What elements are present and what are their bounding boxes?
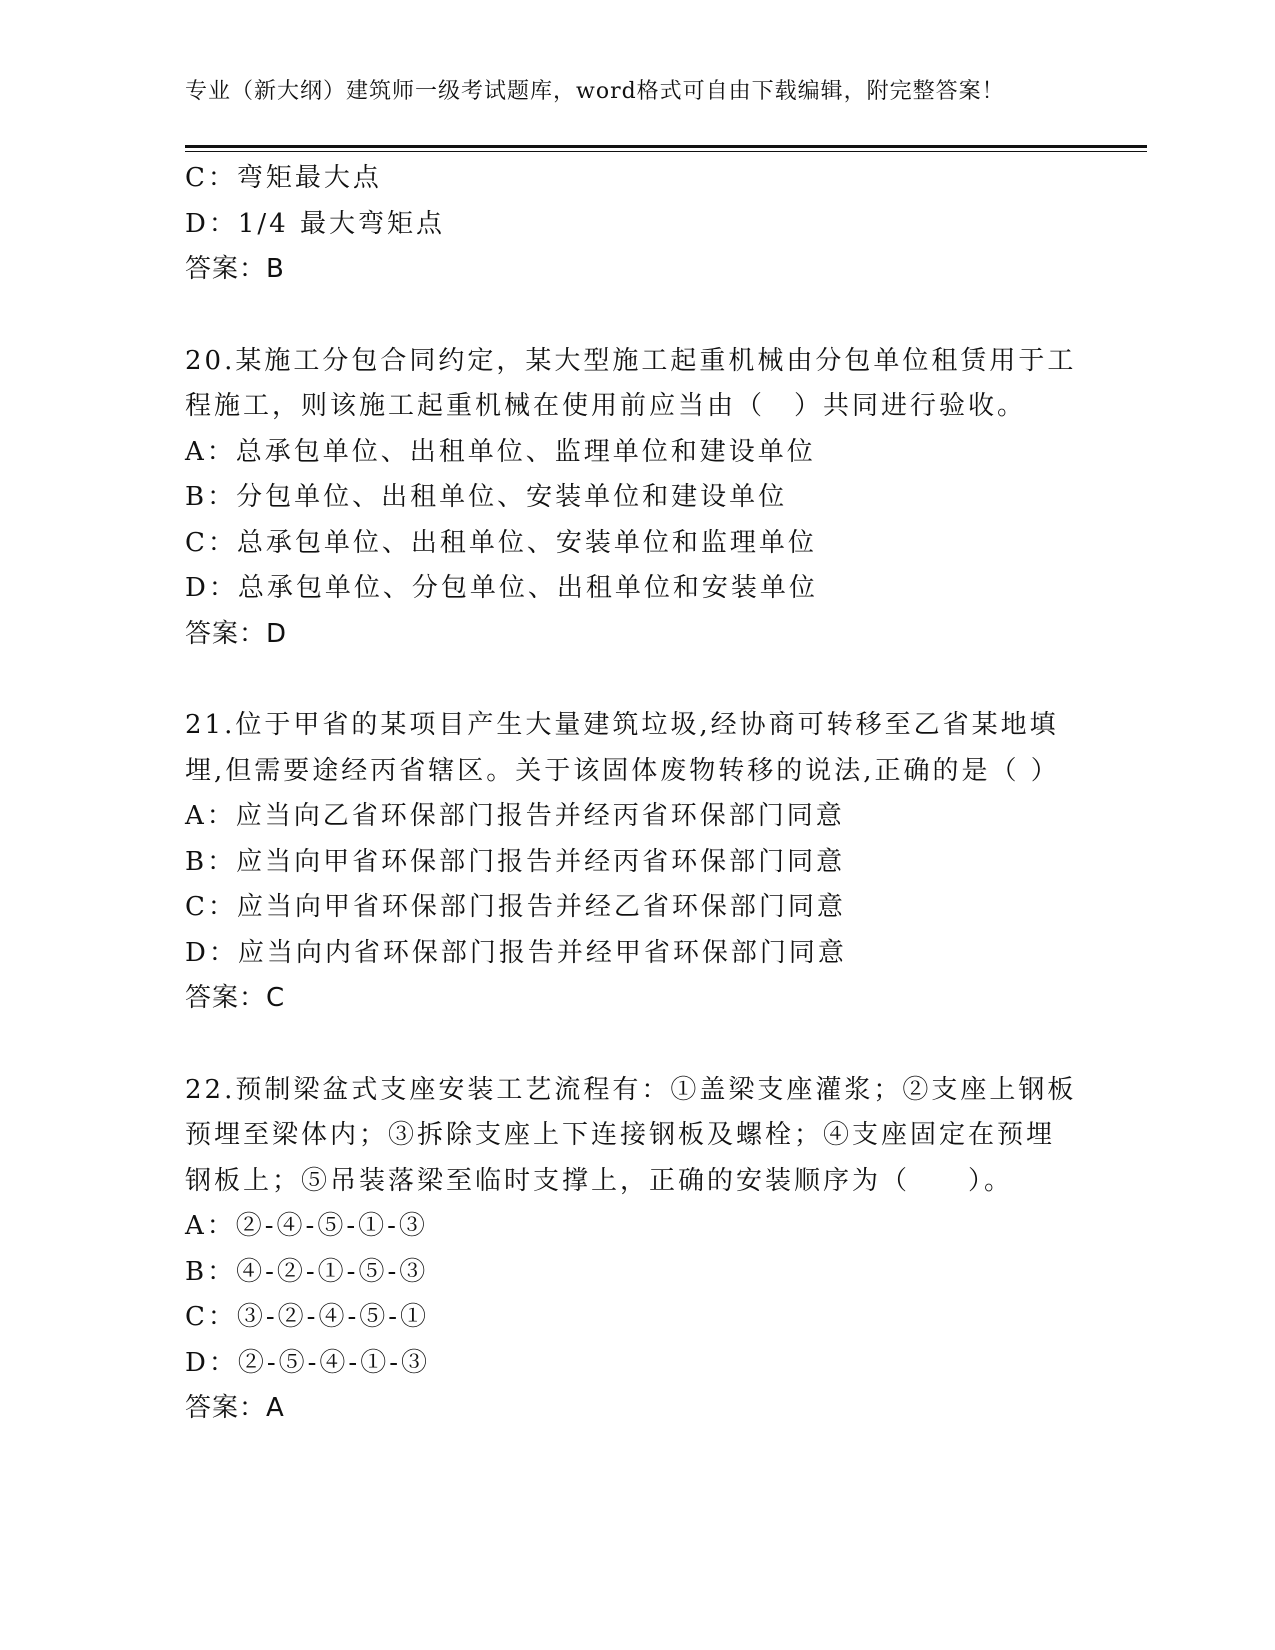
option-a: A：总承包单位、出租单位、监理单位和建设单位 (185, 436, 816, 467)
question-stem: 预埋至梁体内；③拆除支座上下连接钢板及螺栓；④支座固定在预埋 (185, 1120, 1056, 1150)
option-d: D：1/4 最大弯矩点 (185, 208, 445, 239)
option-b: B：分包单位、出租单位、安装单位和建设单位 (185, 482, 788, 512)
option-b: B：④-②-①-⑤-③ (185, 1256, 429, 1287)
question-22 (185, 1068, 1085, 1432)
option-c: C：应当向甲省环保部门报告并经乙省环保部门同意 (185, 892, 846, 922)
option-d: D：②-⑤-④-①-③ (185, 1347, 430, 1378)
option-c: C：弯矩最大点 (185, 163, 382, 193)
spacer (185, 293, 1085, 339)
page-header: 专业（新大纲）建筑师一级考试题库，word格式可自由下载编辑，附完整答案！ (185, 79, 1005, 104)
question-21 (185, 703, 1085, 1022)
answer-line: 答案：C (185, 983, 286, 1013)
question-stem: 20.某施工分包合同约定，某大型施工起重机械由分包单位租赁用于工 (185, 345, 1077, 376)
spacer (185, 1022, 1085, 1068)
option-d: D：应当向内省环保部门报告并经甲省环保部门同意 (185, 937, 847, 968)
option-b: B：应当向甲省环保部门报告并经丙省环保部门同意 (185, 846, 846, 877)
question-content (185, 156, 1085, 1432)
option-a: A：②-④-⑤-①-③ (185, 1211, 428, 1241)
header-rule-thick (185, 145, 1147, 148)
question-19-continued (185, 156, 1085, 293)
question-stem: 21.位于甲省的某项目产生大量建筑垃圾,经协商可转移至乙省某地填 (185, 710, 1059, 740)
option-a: A：应当向乙省环保部门报告并经丙省环保部门同意 (185, 801, 845, 831)
question-20 (185, 339, 1085, 658)
question-stem: 埋,但需要途经丙省辖区。关于该固体废物转移的说法,正确的是（ ） (185, 755, 1060, 786)
question-stem: 22.预制梁盆式支座安装工艺流程有：①盖梁支座灌浆；②支座上钢板 (185, 1074, 1077, 1105)
question-stem: 程施工，则该施工起重机械在使用前应当由（ ）共同进行验收。 (185, 391, 1027, 421)
option-c: C：总承包单位、出租单位、安装单位和监理单位 (185, 527, 817, 558)
option-d: D：总承包单位、分包单位、出租单位和安装单位 (185, 573, 818, 603)
answer-line: 答案：D (185, 618, 288, 649)
answer-line: 答案：B (185, 254, 285, 284)
header-rule-thin (185, 151, 1147, 152)
spacer (185, 657, 1085, 703)
option-c: C：③-②-④-⑤-① (185, 1302, 430, 1332)
answer-line: 答案：A (185, 1393, 285, 1423)
question-stem: 钢板上；⑤吊装落梁至临时支撑上，正确的安装顺序为（ ）。 (185, 1165, 1014, 1196)
